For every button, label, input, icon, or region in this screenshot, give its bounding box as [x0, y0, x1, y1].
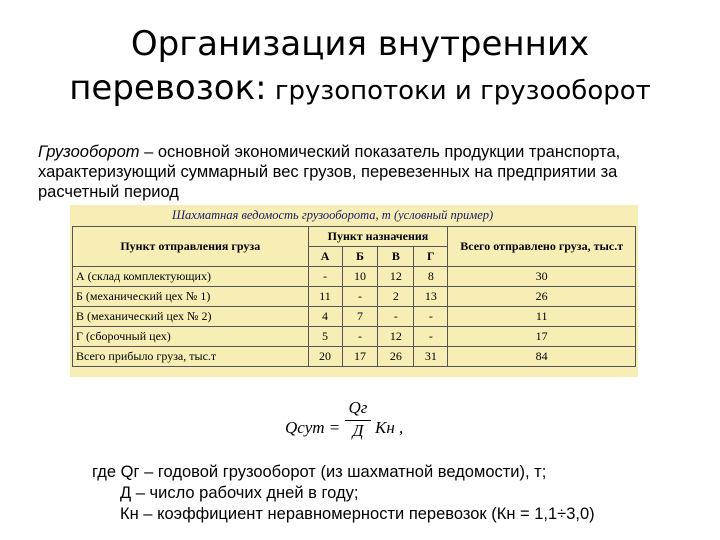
row-total: 11 — [448, 307, 636, 327]
cell-value: 12 — [378, 327, 414, 347]
cell-value: 26 — [378, 347, 414, 367]
title-line-2-sub: грузопотоки и грузооборот — [266, 76, 651, 106]
cell-value: 13 — [414, 287, 448, 307]
row-name: А (склад комплектующих) — [73, 267, 309, 287]
cell-value: 31 — [414, 347, 448, 367]
row-name: Г (сборочный цех) — [73, 327, 309, 347]
note-line-3: Кн – коэффициент неравномерности перевозок (Кн = 1,1÷3,0) — [120, 505, 595, 523]
row-name: Б (механический цех № 1) — [73, 287, 309, 307]
table-row — [73, 307, 636, 327]
row-total: 84 — [448, 347, 636, 367]
table-row — [73, 267, 636, 287]
cell-value: - — [414, 327, 448, 347]
cell-value: - — [342, 327, 378, 347]
cell-value: 2 — [378, 287, 414, 307]
row-total: 30 — [448, 267, 636, 287]
formula-notes — [92, 462, 595, 525]
formula-numerator: Qг — [345, 398, 371, 421]
table-row — [73, 327, 636, 347]
formula-lhs: Qсут = — [285, 418, 341, 437]
dest-col-header: В — [378, 247, 414, 267]
cell-value: 5 — [308, 327, 342, 347]
title-line-2 — [0, 66, 720, 113]
formula-denominator: Д — [352, 421, 364, 440]
row-name: Всего прибыло груза, тыс.т — [73, 347, 309, 367]
formula-rhs: Kн , — [375, 418, 404, 437]
intro-paragraph — [38, 142, 688, 202]
formula-fraction — [345, 398, 371, 441]
cell-value: - — [308, 267, 342, 287]
intro-term: Грузооборот — [38, 143, 140, 161]
dest-col-header: Б — [342, 247, 378, 267]
table-header-row — [73, 227, 636, 247]
note-line-1: где Qг – годовой грузооборот (из шахматной ведомости), т; — [92, 463, 547, 481]
cell-value: 10 — [342, 267, 378, 287]
intro-text: – основной экономический показатель продукции транспорта, характеризующий суммарный вес грузов, перевезенных на предприятии за расчетный период — [38, 143, 621, 201]
cell-value: - — [414, 307, 448, 327]
cargo-table — [72, 226, 636, 367]
dest-col-header: Г — [414, 247, 448, 267]
cell-value: 17 — [342, 347, 378, 367]
title-line-2-main: перевозок: — [69, 68, 267, 108]
title-line-1: Организация внутренних — [130, 24, 590, 64]
slide-title — [0, 22, 720, 113]
note-line-2: Д – число рабочих дней в году; — [120, 484, 359, 502]
cell-value: - — [342, 287, 378, 307]
row-total: 17 — [448, 327, 636, 347]
cell-value: 8 — [414, 267, 448, 287]
cell-value: - — [378, 307, 414, 327]
header-origin: Пункт отправления груза — [73, 227, 309, 267]
row-name: В (механический цех № 2) — [73, 307, 309, 327]
header-destination: Пункт назначения — [308, 227, 448, 247]
cell-value: 4 — [308, 307, 342, 327]
cell-value: 7 — [342, 307, 378, 327]
cell-value: 12 — [378, 267, 414, 287]
table-row-total — [73, 347, 636, 367]
row-total: 26 — [448, 287, 636, 307]
cell-value: 11 — [308, 287, 342, 307]
header-total: Всего отправлено груза, тыс.т — [448, 227, 636, 267]
table-row — [73, 287, 636, 307]
dest-col-header: А — [308, 247, 342, 267]
table-caption: Шахматная ведомость грузооборота, т (условный пример) — [172, 208, 494, 222]
cell-value: 20 — [308, 347, 342, 367]
